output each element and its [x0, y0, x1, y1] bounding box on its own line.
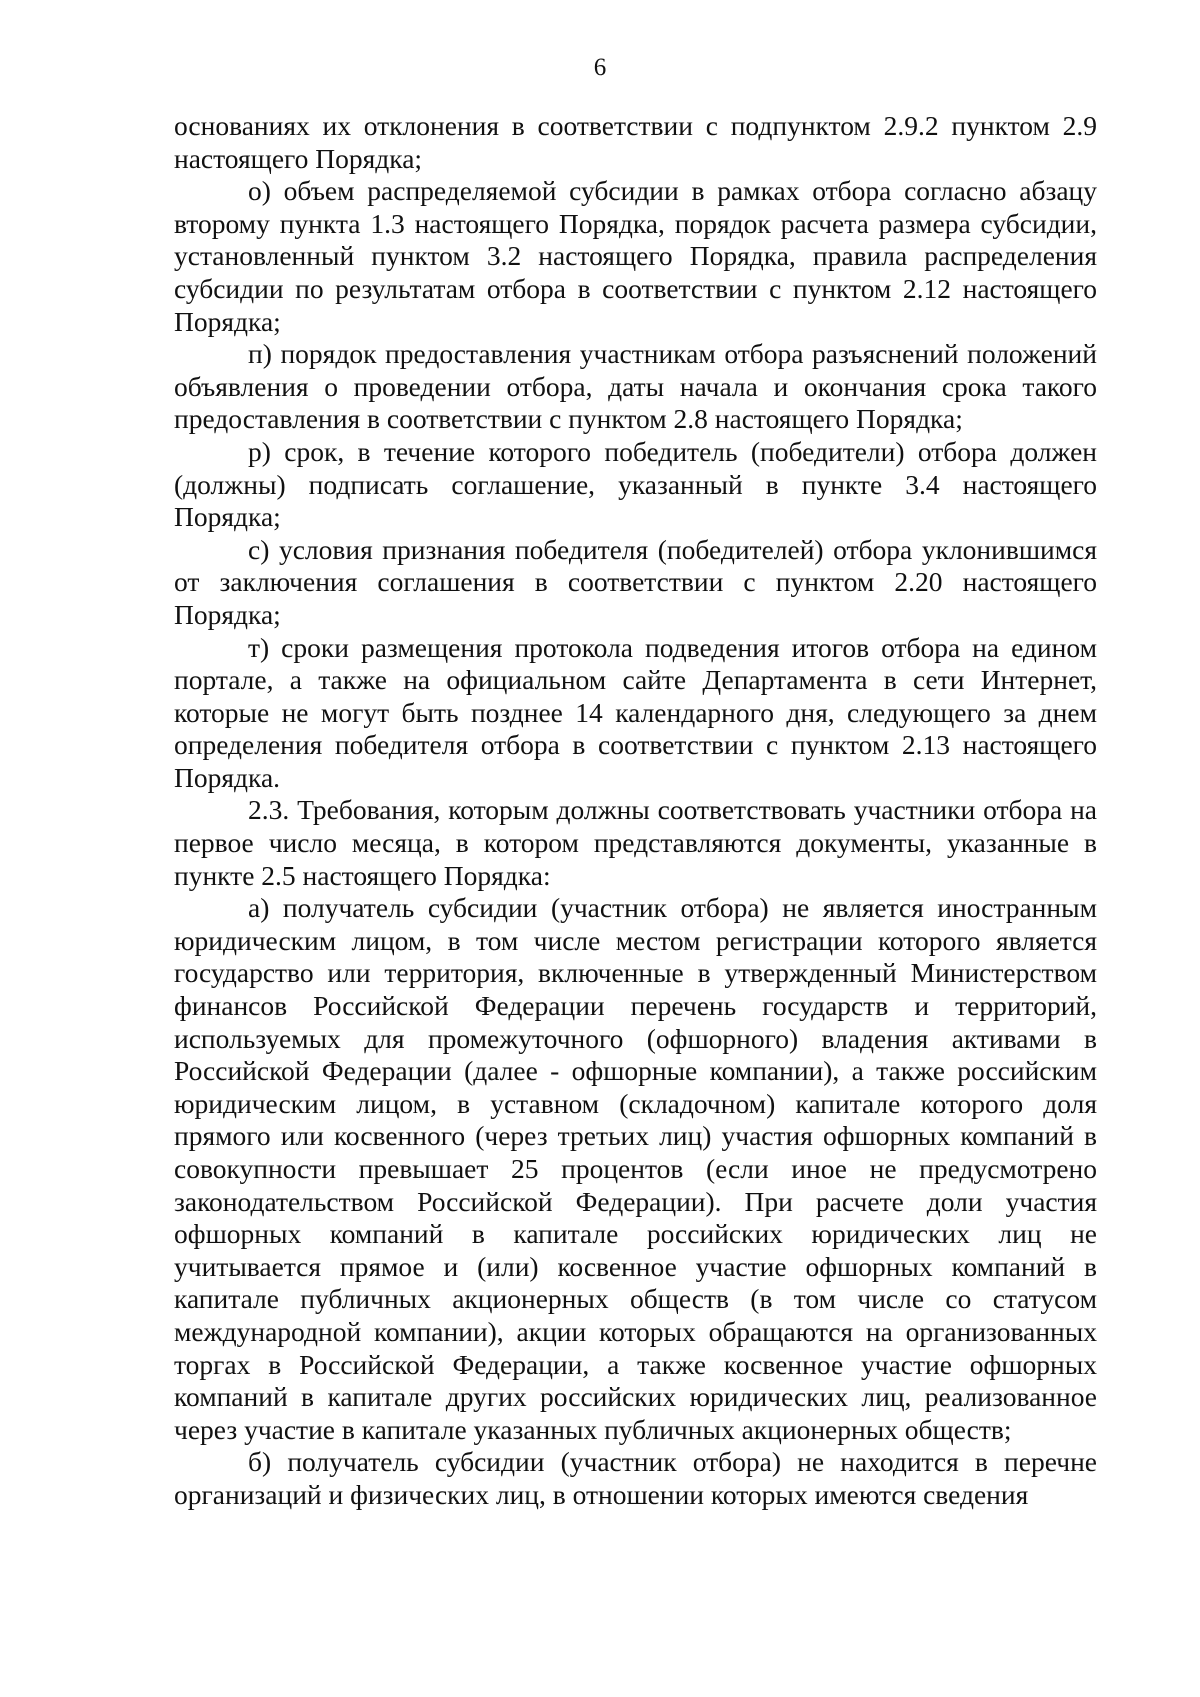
- paragraph-item-o: о) объем распределяемой субсидии в рамках отбора согласно абзацу второму пункта 1.3 настоящего Порядка, порядок расчета размера субсидии, установленный пунктом 3.2 настоящего Порядка, правила распределения субсидии по результатам отбора в соответствии с пунктом 2.12 настоящего Порядка;: [174, 175, 1097, 337]
- page-number: 6: [593, 54, 607, 81]
- paragraph-item-t: т) сроки размещения протокола подведения итогов отбора на едином портале, а также на официальном сайте Департамента в сети Интернет, которые не могут быть позднее 14 календарного дня, следующего за днем определения победителя отбора в соответствии с пунктом 2.13 настоящего Порядка.: [174, 631, 1097, 793]
- paragraph-item-b: б) получатель субсидии (участник отбора) не находится в перечне организаций и физических лиц, в отношении которых имеются сведения: [174, 1446, 1097, 1510]
- paragraph-continued: основаниях их отклонения в соответствии с подпунктом 2.9.2 пунктом 2.9 настоящего Порядка;: [174, 110, 1097, 174]
- paragraph-item-p: п) порядок предоставления участникам отбора разъяснений положений объявления о проведении отбора, даты начала и окончания срока такого предоставления в соответствии с пунктом 2.8 настоящего Порядка;: [174, 338, 1097, 435]
- paragraph-item-r: р) срок, в течение которого победитель (победители) отбора должен (должны) подписать соглашение, указанный в пункте 3.4 настоящего Порядка;: [174, 435, 1097, 533]
- paragraph-item-a: а) получатель субсидии (участник отбора) не является иностранным юридическим лицом, в том числе местом регистрации которого является государство или территория, включенные в утвержденный Министерством финансов Российской Федерации перечень государств и территорий, используемых для промежуточного (офшорного) владения активами в Российской Федерации (далее - офшорные компании), а также российским юридическим лицом, в уставном (складочном) капитале которого доля прямого или косвенного (через третьих лиц) участия офшорных компаний в совокупности превышает 25 процентов (если иное не предусмотрено законодательством Российской Федерации). При расчете доли участия офшорных компаний в капитале российских юридических лиц не учитывается прямое и (или) косвенное участие офшорных компаний в капитале публичных акционерных обществ (в том числе со статусом международной компании), акции которых обращаются на организованных торгах в Российской Федерации, а также косвенное участие офшорных компаний в капитале других российских юридических лиц, реализованное через участие в капитале указанных публичных акционерных обществ;: [174, 892, 1097, 1445]
- paragraph-item-s: с) условия признания победителя (победителей) отбора уклонившимся от заключения соглашения в соответствии с пунктом 2.20 настоящего Порядка;: [174, 533, 1097, 630]
- paragraph-section-2-3: 2.3. Требования, которым должны соответствовать участники отбора на первое число месяца, в котором представляются документы, указанные в пункте 2.5 настоящего Порядка:: [174, 794, 1097, 891]
- document-body: [174, 110, 1097, 1512]
